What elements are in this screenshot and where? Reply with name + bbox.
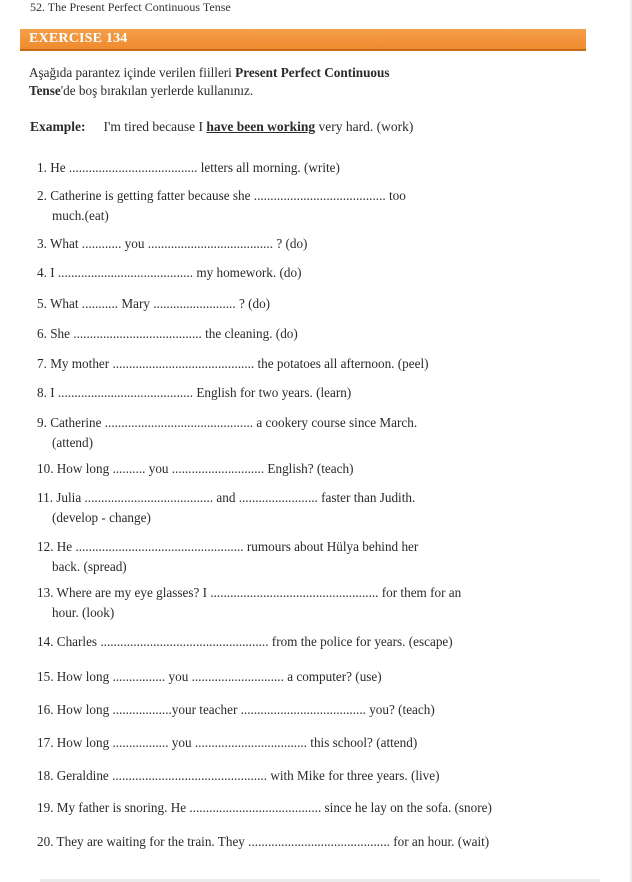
instructions — [29, 64, 449, 100]
item-text: My mother ........................................... the potatoes all afternoon. (peel) — [50, 356, 429, 371]
exercise-item: 1. He ....................................... letters all morning. (write) — [37, 160, 340, 175]
item-text: How long ................. you .................................. this school? (attend) — [56, 735, 418, 750]
item-text: Julia ....................................... and ........................ faster than Judith. — [56, 490, 416, 505]
exercise-item: 8. I ......................................... English for two years. (learn) — [37, 385, 352, 400]
exercise-item: 20. They are waiting for the train. They ........................................... for an hour. (wait) — [37, 834, 490, 849]
example-sentence-start: I'm tired because I — [103, 119, 207, 134]
item-text-continued: much.(eat) — [52, 208, 109, 223]
item-text: Catherine is getting fatter because she ........................................ too — [50, 188, 406, 203]
item-text: What ............ you ...................................... ? (do) — [49, 236, 308, 251]
item-text: Where are my eye glasses? I ................................................... for them for an — [56, 585, 462, 600]
example — [30, 119, 413, 135]
instructions-text: Aşağıda parantez içinde verilen fiilleri — [29, 65, 236, 80]
exercise-item: 7. My mother ........................................... the potatoes all afternoon. (peel) — [37, 356, 429, 371]
exercise-title: EXERCISE 134 — [29, 31, 128, 46]
instructions-text-end: 'de boş bırakılan yerlerde kullanınız. — [60, 83, 254, 98]
item-text: Catherine ............................................. a cookery course since March. — [50, 415, 418, 430]
exercise-banner — [20, 29, 586, 51]
exercise-item: 12. He ................................................... rumours about Hülya behind her back. (spread) — [37, 537, 418, 577]
exercise-item: 13. Where are my eye glasses? I ................................................... for them for an hour. (look) — [37, 583, 461, 623]
exercise-item: 2. Catherine is getting fatter because she ........................................ too much.(eat) — [37, 186, 406, 226]
page-header: 52. The Present Perfect Continuous Tense — [30, 0, 231, 14]
exercise-item: 5. What ........... Mary ......................... ? (do) — [37, 296, 271, 311]
instructions-tense-name: Present Perfect Continuous — [235, 65, 390, 80]
item-text: He ....................................... letters all morning. (write) — [50, 160, 340, 175]
instructions-tense-word: Tense — [29, 83, 61, 98]
item-text: How long ..................your teacher ...................................... you? (teach) — [56, 702, 435, 717]
item-text: She ....................................... the cleaning. (do) — [50, 326, 298, 341]
exercise-item: 3. What ............ you ...................................... ? (do) — [37, 236, 308, 251]
exercise-item: 18. Geraldine ............................................... with Mike for three years. (live) — [37, 768, 440, 783]
exercise-item: 19. My father is snoring. He ........................................ since he lay on the sofa. (snore) — [37, 800, 492, 815]
example-answer: have been working — [206, 119, 316, 134]
exercise-item: 17. How long ................. you .................................. this school? (attend) — [37, 735, 418, 750]
item-text-continued: (attend) — [52, 435, 94, 450]
item-text: My father is snoring. He ........................................ since he lay on the sofa. (snore) — [56, 800, 492, 815]
exercise-item: 9. Catherine ............................................. a cookery course since March. (attend) — [37, 413, 417, 453]
example-sentence-end: very hard. (work) — [315, 119, 414, 134]
exercise-item: 15. How long ................ you ............................ a computer? (use) — [37, 669, 382, 684]
item-text: What ........... Mary ......................... ? (do) — [49, 296, 271, 311]
item-text: How long ................ you ............................ a computer? (use) — [56, 669, 382, 684]
item-text: I ......................................... my homework. (do) — [50, 265, 302, 280]
item-text: How long .......... you ............................ English? (teach) — [56, 461, 354, 476]
item-text: He ................................................... rumours about Hülya behind her — [56, 539, 419, 554]
example-label: Example: — [30, 119, 86, 134]
item-text: I ......................................... English for two years. (learn) — [50, 385, 352, 400]
item-text: Geraldine ............................................... with Mike for three years. (live) — [56, 768, 440, 783]
exercise-item: 14. Charles ................................................... from the police for years. (escape) — [37, 634, 453, 649]
item-text-continued: (develop - change) — [52, 510, 151, 525]
exercise-item: 10. How long .......... you ............................ English? (teach) — [37, 461, 354, 476]
exercise-item: 16. How long ..................your teacher ...................................... you? (teach) — [37, 702, 435, 717]
item-text: They are waiting for the train. They ........................................... for an hour. (wait) — [56, 834, 490, 849]
exercise-item: 4. I ......................................... my homework. (do) — [37, 265, 302, 280]
exercise-item: 6. She ....................................... the cleaning. (do) — [37, 326, 298, 341]
item-text-continued: back. (spread) — [52, 559, 127, 574]
item-text: Charles ................................................... from the police for years. (escape) — [56, 634, 453, 649]
item-text-continued: hour. (look) — [52, 605, 115, 620]
exercise-item: 11. Julia ....................................... and ........................ faster than Judith. (develop - change) — [37, 488, 415, 528]
